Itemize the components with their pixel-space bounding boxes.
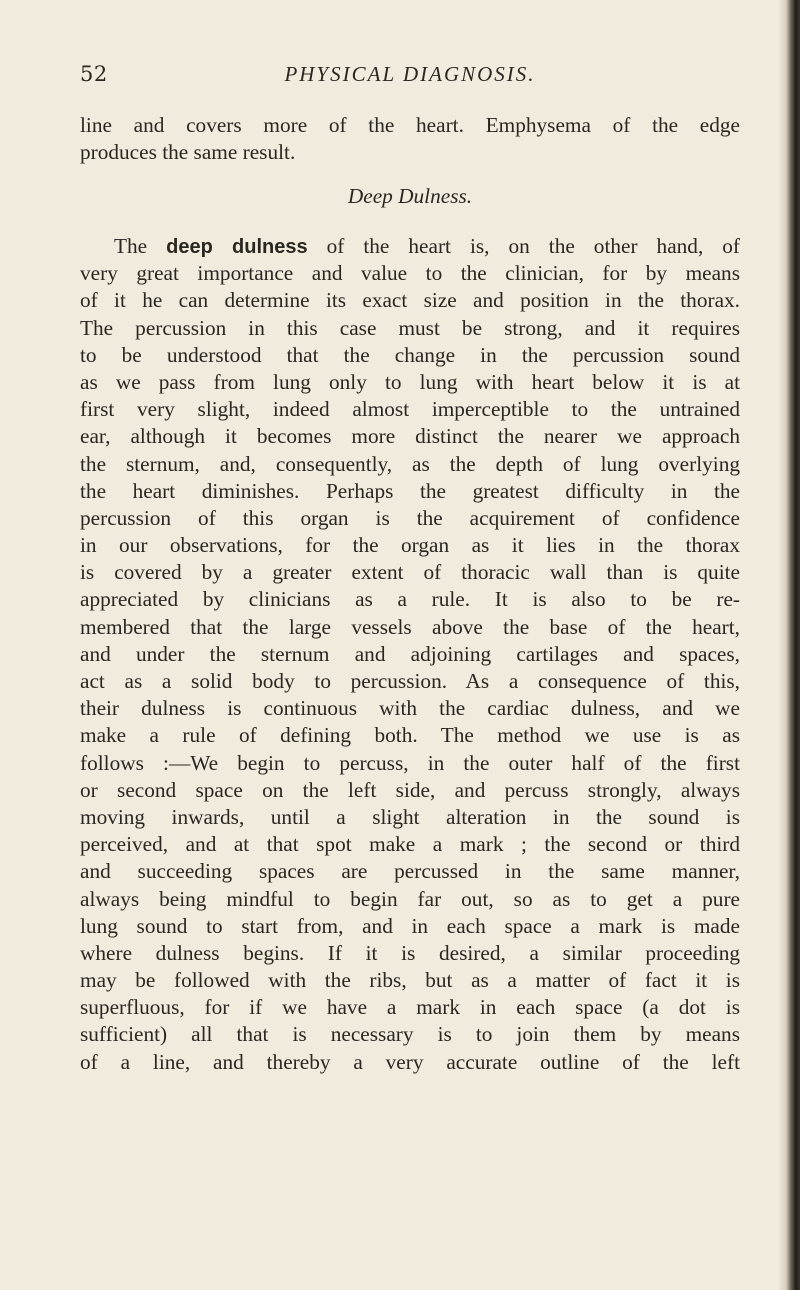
text-line: membered that the large vessels above the base of the heart, xyxy=(80,614,740,639)
text-line-first xyxy=(80,233,740,260)
text-line: produces the same result. xyxy=(80,140,296,165)
text-line: where dulness begins. If it is desired, a similar proceeding xyxy=(80,940,740,965)
bold-term: deep dulness xyxy=(166,236,308,258)
text-line: may be followed with the ribs, but as a matter of fact it is xyxy=(80,968,740,993)
text-line: always being mindful to begin far out, so as to get a pure xyxy=(80,886,740,911)
text-line: is covered by a greater extent of thoracic wall than is quite xyxy=(80,560,740,585)
text-line: of it he can determine its exact size and position in the thorax. xyxy=(80,288,740,313)
text-fragment: of the heart is, on the other hand, of xyxy=(307,234,741,258)
text-line: the heart diminishes. Perhaps the greatest difficulty in the xyxy=(80,478,740,503)
text-line: as we pass from lung only to lung with heart below it is at xyxy=(80,369,740,394)
text-line: of a line, and thereby a very accurate outline of the left xyxy=(80,1049,740,1074)
opening-paragraph xyxy=(80,112,740,166)
page-gutter-shadow xyxy=(778,0,786,1290)
text-line: ear, although it becomes more distinct the nearer we approach xyxy=(80,424,740,449)
page-header xyxy=(80,62,740,92)
text-line: sufficient) all that is necessary is to join them by means xyxy=(80,1022,740,1047)
text-line: act as a solid body to percussion. As a consequence of this, xyxy=(80,669,740,693)
text-line: first very slight, indeed almost imperceptible to the untrained xyxy=(80,397,740,422)
text-line: to be understood that the change in the percussion sound xyxy=(80,342,740,367)
text-line: perceived, and at that spot make a mark ; the second or third xyxy=(80,832,740,857)
text-line: in our observations, for the organ as it lies in the thorax xyxy=(80,533,740,558)
text-line: the sternum, and, consequently, as the depth of lung overlying xyxy=(80,451,740,476)
text-line: very great importance and value to the clinician, for by means xyxy=(80,261,740,286)
running-title: PHYSICAL DIAGNOSIS. xyxy=(284,62,536,86)
text-line: make a rule of defining both. The method we use is as xyxy=(80,723,740,748)
text-line: moving inwards, until a slight alteration in the sound is xyxy=(80,804,740,829)
text-line: The percussion in this case must be strong, and it requires xyxy=(80,315,740,340)
text-fragment: The xyxy=(114,234,167,258)
section-heading: Deep Dulness. xyxy=(347,184,473,208)
text-line: and succeeding spaces are percussed in the same manner, xyxy=(80,859,740,884)
text-line: follows :—We begin to percuss, in the outer half of the first xyxy=(80,750,740,775)
section-body xyxy=(80,233,740,1076)
text-line: line and covers more of the heart. Emphysema of the edge xyxy=(80,113,740,137)
text-line: percussion of this organ is the acquirement of confidence xyxy=(80,505,740,530)
text-line: appreciated by clinicians as a rule. It is also to be re- xyxy=(80,587,740,612)
text-line: superfluous, for if we have a mark in each space (a dot is xyxy=(80,995,740,1020)
text-line: or second space on the left side, and percuss strongly, always xyxy=(80,777,740,802)
text-line: lung sound to start from, and in each space a mark is made xyxy=(80,913,740,938)
text-line: their dulness is continuous with the cardiac dulness, and we xyxy=(80,696,740,721)
page-number: 52 xyxy=(80,62,108,86)
text-line: and under the sternum and adjoining cartilages and spaces, xyxy=(80,641,740,666)
page-edge-binding xyxy=(786,0,800,1290)
